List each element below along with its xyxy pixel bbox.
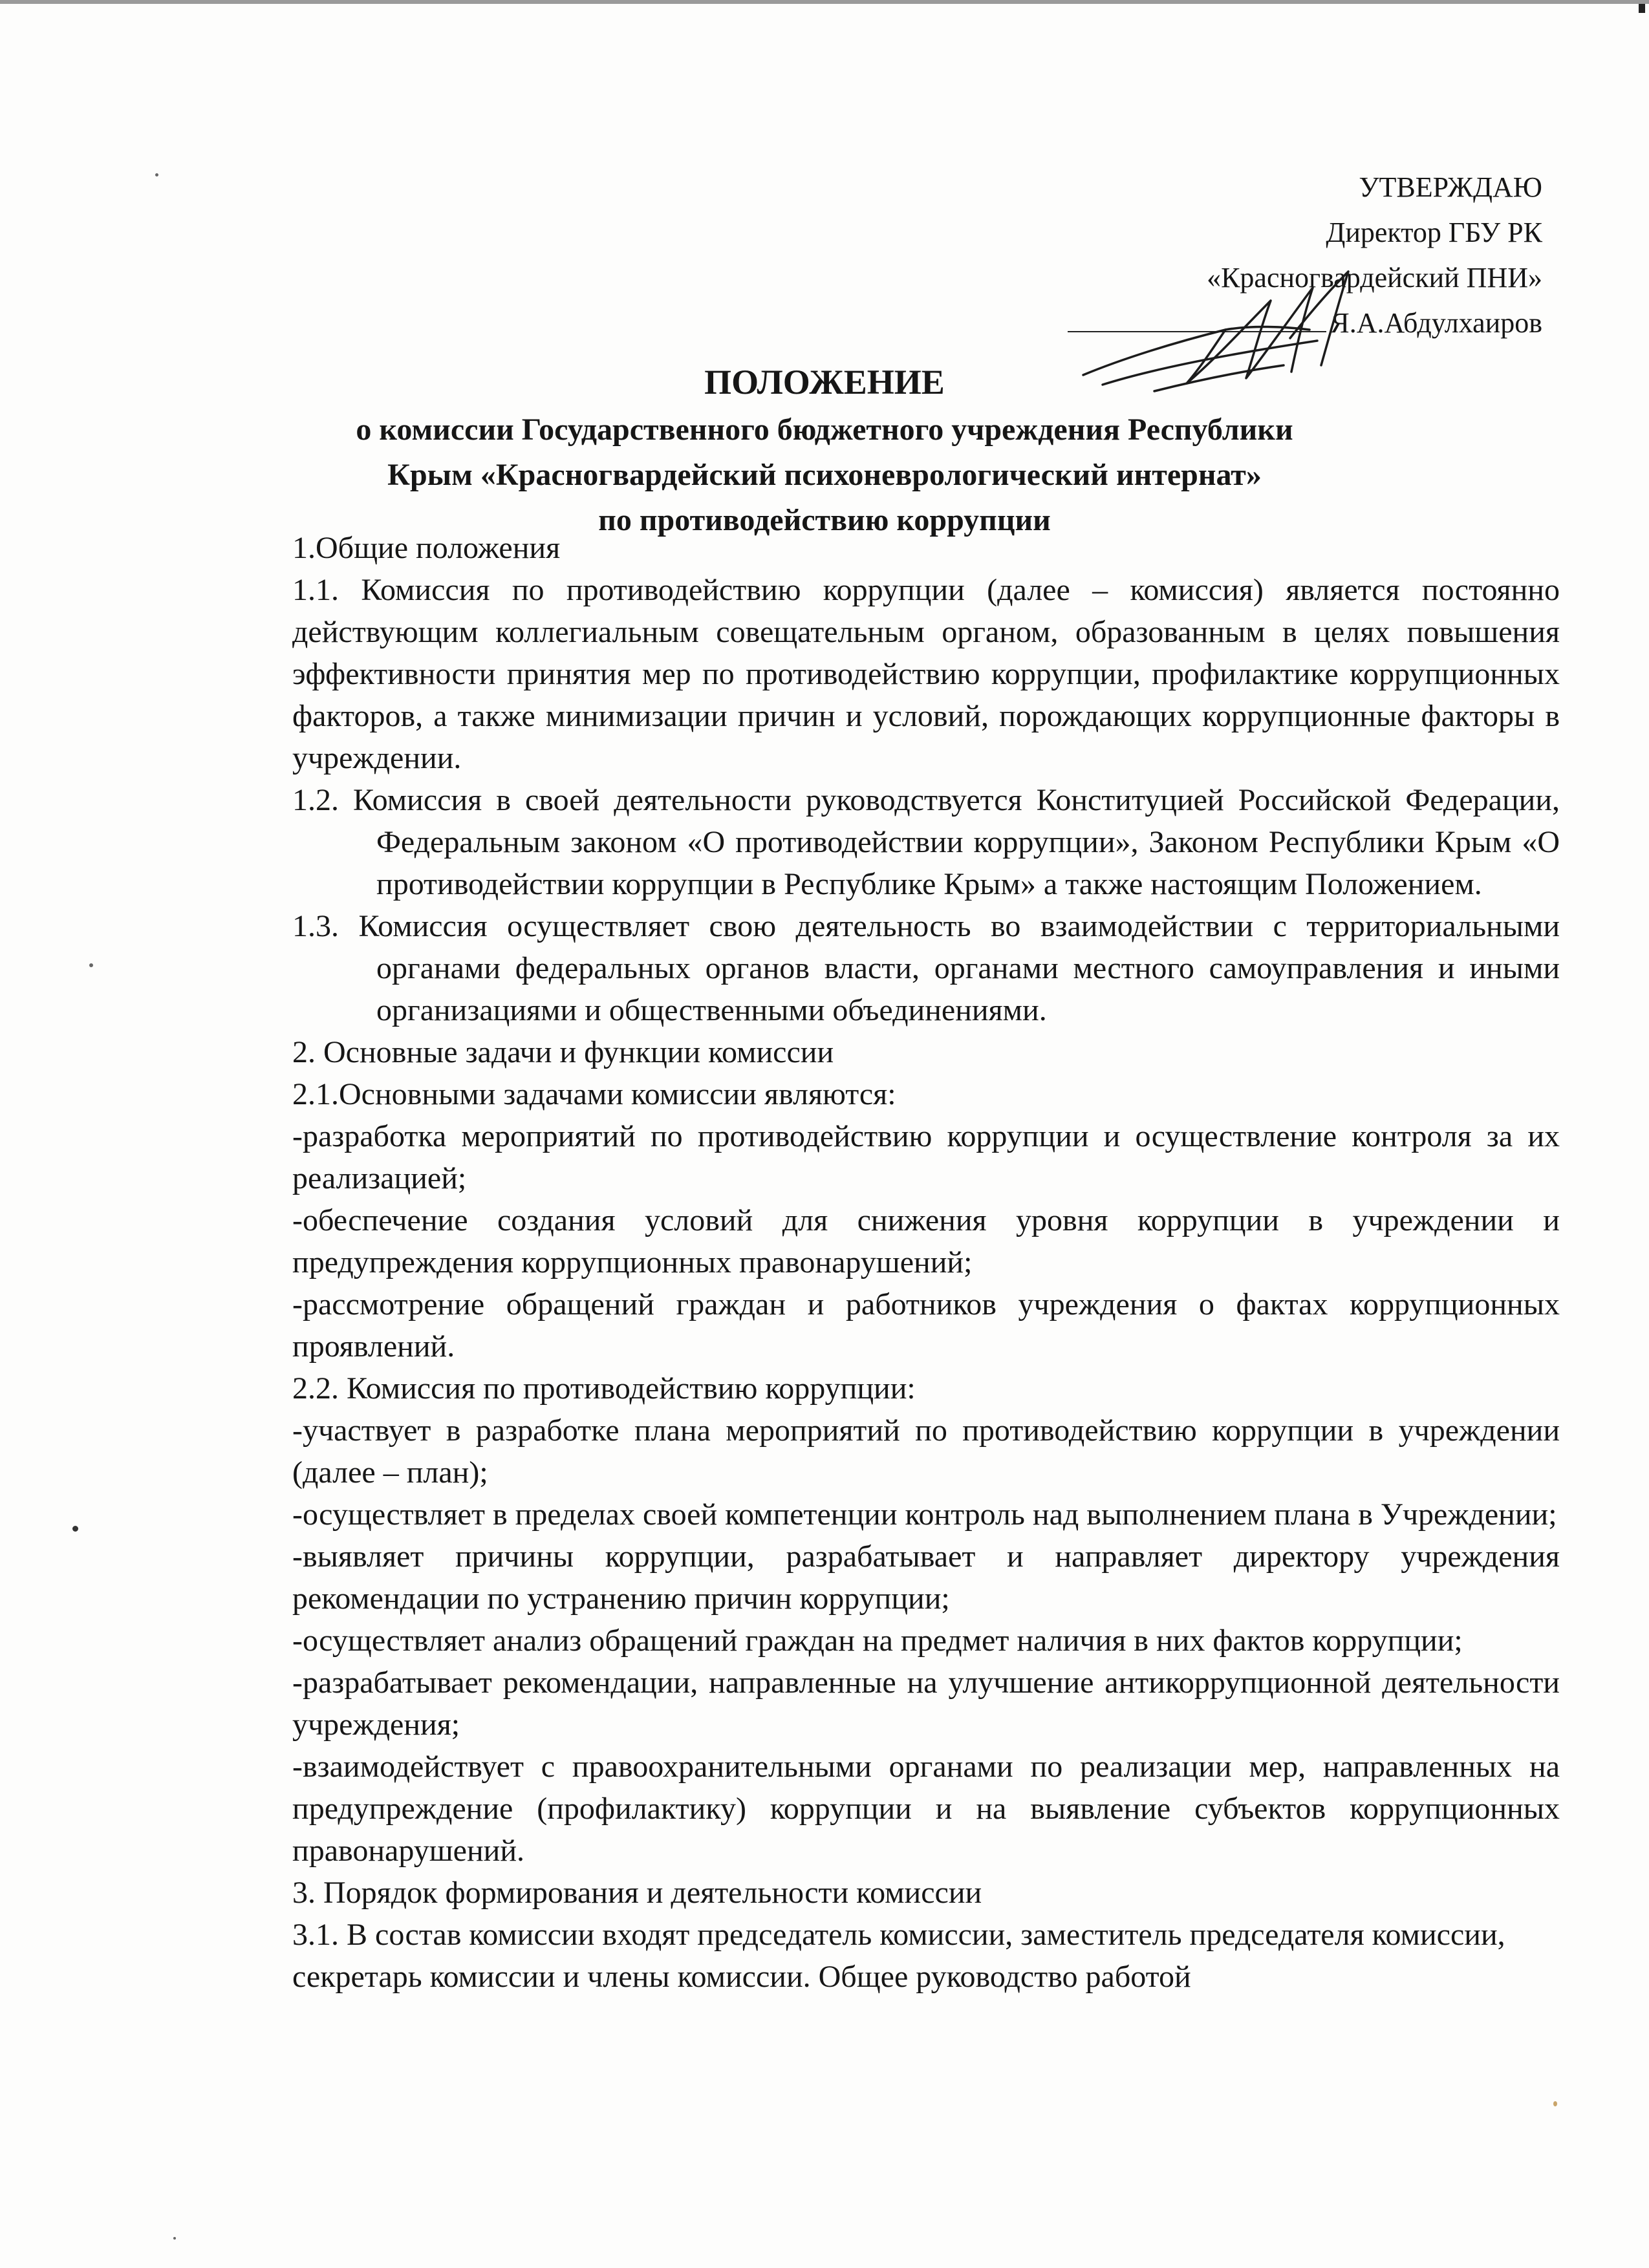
scan-speck [1553, 2101, 1557, 2106]
scan-speck [72, 1526, 78, 1532]
subtitle-line-1: о комиссии Государственного бюджетного учреждения Республики [356, 412, 1293, 447]
list-item: -участвует в разработке плана мероприятий по противодействию коррупции в учреждении (далее – план); [292, 1413, 1560, 1490]
list-item: -осуществляет анализ обращений граждан на предмет наличия в них фактов коррупции; [292, 1623, 1463, 1658]
approval-organization: «Красногвардейский ПНИ» [1207, 262, 1542, 294]
paragraph-1-3: 1.3. Комиссия осуществляет свою деятельность во взаимодействии с территориальными органами федеральных органов власти, органами местного самоуправления и иными организациями и общественными объединениями. [292, 909, 1560, 1027]
approval-name: Я.А.Абдулхаиров [1330, 307, 1542, 339]
scan-top-edge [0, 0, 1649, 4]
approval-title: УТВЕРЖДАЮ [1359, 171, 1542, 203]
paragraph-1-2: 1.2. Комиссия в своей деятельности руководствуется Конституцией Российской Федерации, Федеральным законом «О противодействии коррупции», Законом Республики Крым «О противодействии коррупции в Республике Крым» а также настоящим Положением. [292, 783, 1560, 901]
list-item: -обеспечение создания условий для снижения уровня коррупции в учреждении и предупреждения коррупционных правонарушений; [292, 1203, 1560, 1279]
list-item: -разработка мероприятий по противодействию коррупции и осуществление контроля за их реализацией; [292, 1119, 1560, 1195]
section-heading-1: 1.Общие положения [292, 531, 561, 565]
document-title: ПОЛОЖЕНИЕ [704, 363, 945, 401]
document-subtitle [0, 407, 1649, 543]
subtitle-line-2: Крым «Красногвардейский психоневрологический интернат» [387, 458, 1262, 492]
scan-speck [89, 963, 93, 967]
subtitle-line-3: по противодействию коррупции [598, 503, 1051, 537]
paragraph-2-2: 2.2. Комиссия по противодействию коррупции: [292, 1371, 916, 1406]
list-item: -осуществляет в пределах своей компетенции контроль над выполнением плана в Учреждении; [292, 1497, 1557, 1532]
scan-speck [155, 173, 158, 177]
list-item: -взаимодействует с правоохранительными органами по реализации мер, направленных на предупреждение (профилактику) коррупции и на выявление субъектов коррупционных правонарушений. [292, 1749, 1560, 1868]
list-item: -рассмотрение обращений граждан и работников учреждения о фактах коррупционных проявлений. [292, 1287, 1560, 1364]
paragraph-2-1: 2.1.Основными задачами комиссии являются: [292, 1077, 896, 1111]
section-heading-2: 2. Основные задачи и функции комиссии [292, 1035, 834, 1069]
scan-speck [173, 2237, 176, 2240]
paragraph-3-1: 3.1. В состав комиссии входят председатель комиссии, заместитель председателя комиссии, секретарь комиссии и члены комиссии. Общее руководство работой [292, 1918, 1505, 1994]
paragraph-1-1: 1.1. Комиссия по противодействию коррупции (далее – комиссия) является постоянно действующим коллегиальным совещательным органом, образованным в целях повышения эффективности принятия мер по противодействию коррупции, профилактике коррупционных факторов, а также минимизации причин и условий, порождающих коррупционные факторы в учреждении. [292, 573, 1560, 775]
section-heading-3: 3. Порядок формирования и деятельности комиссии [292, 1876, 982, 1910]
list-item: -разрабатывает рекомендации, направленные на улучшение антикоррупционной деятельности учреждения; [292, 1665, 1560, 1742]
document-body [292, 527, 1560, 1998]
scan-corner-mark [1639, 4, 1645, 13]
approval-position: Директор ГБУ РК [1326, 217, 1542, 248]
list-item: -выявляет причины коррупции, разрабатывает и направляет директору учреждения рекомендации по устранению причин коррупции; [292, 1539, 1560, 1616]
